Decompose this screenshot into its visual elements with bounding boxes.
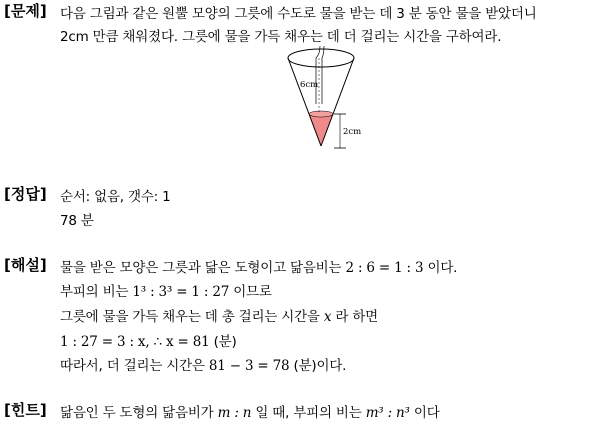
label-water-height: 2cm <box>343 127 362 137</box>
label-total-height: 6cm <box>300 80 319 90</box>
explanation-line-5: 따라서, 더 걸리는 시간은 81 − 3 = 78 (분)이다. <box>60 358 347 374</box>
answer-line-2: 78 분 <box>60 213 94 229</box>
hint-tag: [힌트] <box>4 401 47 419</box>
explanation-line-2: 부피의 비는 1³ : 3³ = 1 : 27 이므로 <box>60 284 272 300</box>
cone-rim <box>288 49 354 67</box>
water-fill <box>309 114 333 146</box>
explanation-tag: [해설] <box>4 256 47 274</box>
explanation-line-3: 그릇에 물을 가득 채우는 데 총 걸리는 시간을 x 라 하면 <box>60 309 379 325</box>
explanation-line-1: 물을 받은 모양은 그릇과 닮은 도형이고 닮음비는 2 : 6 = 1 : 3 이다. <box>60 260 458 276</box>
answer-tag: [정답] <box>4 185 47 203</box>
explanation-line-4: 1 : 27 = 3 : x, ∴ x = 81 (분) <box>60 334 237 350</box>
problem-line-1: 다음 그림과 같은 원뿔 모양의 그릇에 수도로 물을 받는 데 3 분 동안 물을 받았더니 <box>60 6 537 22</box>
hint-line-1: 닮음인 두 도형의 닮음비가 m : n 일 때, 부피의 비는 m³ : n³ 이다 <box>60 405 440 421</box>
problem-tag: [문제] <box>4 2 47 20</box>
water-surface <box>309 111 333 117</box>
faucet-pipe <box>316 46 324 104</box>
cone-figure <box>276 44 386 156</box>
problem-line-2: 2cm 만큼 채워졌다. 그릇에 물을 가득 채우는 데 더 걸리는 시간을 구하여라. <box>60 29 502 45</box>
answer-line-1: 순서: 없음, 갯수: 1 <box>60 189 171 205</box>
